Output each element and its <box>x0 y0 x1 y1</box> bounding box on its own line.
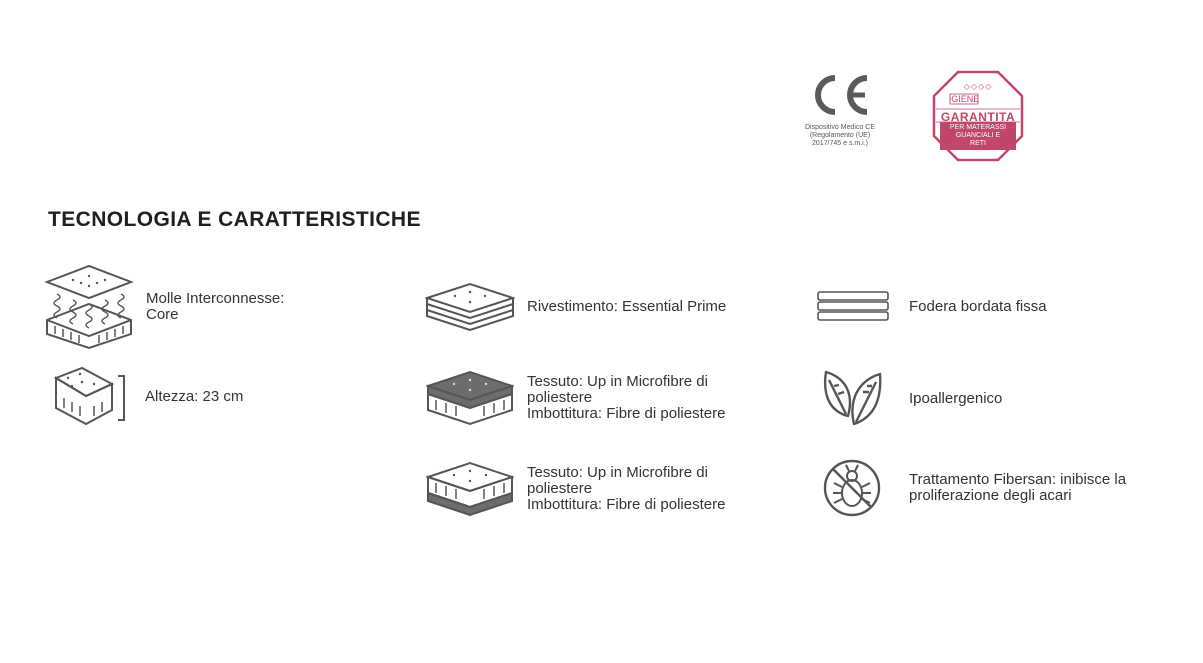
ce-caption-line: 2017/745 e s.m.i.) <box>811 140 869 147</box>
mattress-top-layer-icon <box>426 370 514 426</box>
hygiene-scope-3: RETI <box>970 140 986 147</box>
feature-bottom-layer <box>426 461 725 517</box>
feature-text: Altezza: 23 cm <box>145 388 244 405</box>
feature-label <box>527 374 725 422</box>
ce-caption <box>790 124 890 148</box>
feature-text: Molle Interconnesse: <box>146 290 285 307</box>
feature-springs <box>43 264 284 350</box>
no-mites-icon <box>822 457 882 519</box>
fixed-cover-lines-icon <box>816 290 890 324</box>
feature-fibersan <box>822 457 1126 519</box>
mattress-bottom-layer-icon <box>426 461 514 517</box>
feature-label <box>909 299 1047 315</box>
layered-covering-icon <box>425 282 515 332</box>
feature-text: Trattamento Fibersan: inibisce la <box>909 471 1127 488</box>
ce-badge <box>790 72 890 148</box>
feature-text: Tessuto: Up in Microfibre di <box>527 373 708 390</box>
feature-covering <box>425 282 726 332</box>
interconnected-springs-icon <box>43 264 135 350</box>
feature-text: Rivestimento: Essential Prime <box>527 298 727 315</box>
feature-label <box>909 472 1126 504</box>
feature-text: Fodera bordata fissa <box>909 298 1047 315</box>
feature-text: Ipoallergenico <box>909 390 1003 407</box>
feature-text: Imbottitura: Fibre di poliestere <box>527 496 726 513</box>
feature-label <box>527 465 725 513</box>
feature-text: proliferazione degli acari <box>909 487 1072 504</box>
feature-fixed-cover <box>816 290 1047 324</box>
feature-label <box>146 291 284 323</box>
feature-text: Core <box>146 306 179 323</box>
hygiene-stars: ◇◇◇◇ <box>963 82 993 91</box>
hygiene-scope-1: PER MATERASSI <box>949 124 1007 131</box>
feature-text: Tessuto: Up in Microfibre di <box>527 464 708 481</box>
feature-text: poliestere <box>527 480 593 497</box>
ce-caption-line: (Regolamento (UE) <box>809 132 871 139</box>
hygiene-title: IGIENE <box>948 94 980 104</box>
feature-label <box>145 389 243 405</box>
ce-mark-icon <box>807 72 873 118</box>
ce-caption-line: Dispositivo Medico CE <box>804 124 876 131</box>
feature-text: Imbottitura: Fibre di poliestere <box>527 405 726 422</box>
mattress-height-icon <box>52 366 132 428</box>
hygiene-guarantee: GARANTITA <box>940 110 1016 124</box>
hygiene-guarantee-badge <box>930 70 1026 162</box>
feature-hypoallergenic <box>820 368 1002 430</box>
feature-height <box>52 366 243 428</box>
leaves-icon <box>820 368 884 430</box>
feature-top-layer <box>426 370 725 426</box>
feature-label <box>909 391 1002 407</box>
feature-text: poliestere <box>527 389 593 406</box>
hygiene-scope-2: GUANCIALI E <box>955 132 1001 139</box>
section-title: TECNOLOGIA E CARATTERISTICHE <box>48 208 421 231</box>
feature-label <box>527 299 726 315</box>
